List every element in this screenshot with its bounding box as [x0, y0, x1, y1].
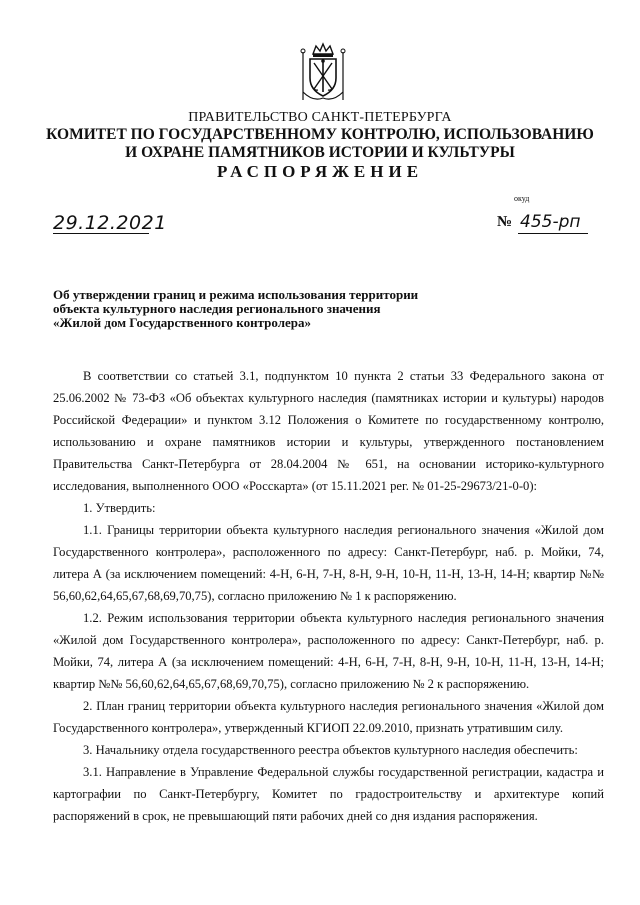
clause-1-1: 1.1. Границы территории объекта культурного наследия регионального значения «Жилой дом Государственного контролера», расположенного по адресу: Санкт-Петербург, наб. р. Мойки, 74, литера А (за исключением помещений: 4-Н, 6-Н, 7-Н, 8-Н, 9-Н, 10-Н, 11-Н, 13-Н, 14-Н; квартир №№ 56,60,62,64,65,67,68,69,70,75), согласно приложению № 1 к распоряжению.	[53, 523, 604, 603]
number-sign: №	[497, 214, 513, 230]
title-line-1: Об утверждении границ и режима использования территории	[53, 287, 419, 302]
committee-name	[0, 126, 640, 162]
document-body	[53, 365, 604, 827]
preamble-paragraph: В соответствии со статьей 3.1, подпунктом 10 пункта 2 статьи 33 Федерального закона от 25.06.2002 № 73-ФЗ «Об объектах культурного наследия (памятниках истории и культуры) народов Российской Федерации» и пунктом 3.12 Положения о Комитете по государственному контролю, использованию и охране памятников истории и культуры, утвержденного постановлением Правительства Санкт-Петербурга от 28.04.2004 № 651, на основании историко-культурного исследования, выполненного ООО «Росскарта» (от 15.11.2021 рег. № 01-25-29673/21-0-0):	[53, 369, 604, 493]
committee-name-line-2: И ОХРАНЕ ПАМЯТНИКОВ ИСТОРИИ И КУЛЬТУРЫ	[125, 144, 515, 161]
st-petersburg-coat-of-arms-icon	[296, 42, 350, 104]
clause-2: 2. План границ территории объекта культурного наследия регионального значения «Жилой дом Государственного контролера», утвержденный КГИОП 22.09.2010, признать утратившим силу.	[53, 699, 604, 735]
government-name: ПРАВИТЕЛЬСТВО САНКТ-ПЕТЕРБУРГА	[188, 110, 452, 125]
document-type: РАСПОРЯЖЕНИЕ	[216, 162, 424, 181]
number-underline	[518, 233, 588, 234]
title-line-3: «Жилой дом Государственного контролера»	[53, 315, 311, 330]
document-date: 29.12.2021	[53, 212, 167, 234]
title-line-2: объекта культурного наследия регионального значения	[53, 301, 381, 316]
clause-1-2: 1.2. Режим использования территории объекта культурного наследия регионального значения «Жилой дом Государственного контролера», расположенного по адресу: Санкт-Петербург, наб. р. Мойки, 74, литера А (за исключением помещений: 4-Н, 6-Н, 7-Н, 8-Н, 9-Н, 10-Н, 11-Н, 13-Н, 14-Н; квартир №№ 56,60,62,64,65,67,68,69,70,75), согласно приложению № 2 к распоряжению.	[53, 611, 604, 691]
document-title	[53, 288, 493, 330]
clause-3: 3. Начальнику отдела государственного реестра объектов культурного наследия обеспечить:	[83, 743, 578, 757]
okud-label: окуд	[514, 194, 530, 203]
document-number: 455-рп	[520, 212, 581, 232]
clause-3-1: 3.1. Направление в Управление Федеральной службы государственной регистрации, кадастра и картографии по Санкт-Петербургу, Комитет по градостроительству и архитектуре копий распоряжений в срок, не превышающий пяти рабочих дней со дня издания распоряжения.	[53, 765, 604, 823]
committee-name-line-1: КОМИТЕТ ПО ГОСУДАРСТВЕННОМУ КОНТРОЛЮ, ИСПОЛЬЗОВАНИЮ	[46, 126, 594, 143]
date-underline	[53, 233, 149, 234]
clause-1: 1. Утвердить:	[83, 501, 156, 515]
